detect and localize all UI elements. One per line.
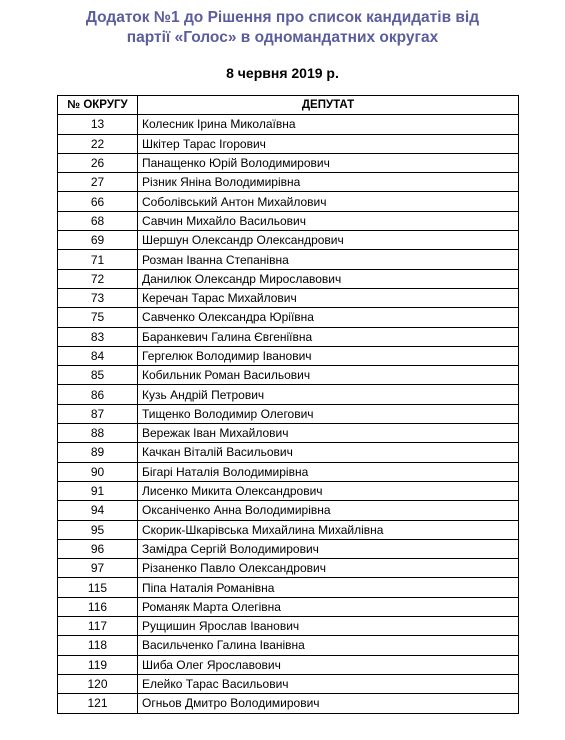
deputy-name-cell: Шкітер Тарас Ігорович xyxy=(138,134,519,153)
deputy-name-cell: Піпа Наталія Романівна xyxy=(138,578,519,597)
district-number-cell: 118 xyxy=(58,636,138,655)
table-row xyxy=(58,597,519,616)
deputy-name-cell: Кузь Андрій Петрович xyxy=(138,385,519,404)
deputy-name-cell: Кобильник Роман Васильович xyxy=(138,366,519,385)
district-number-cell: 84 xyxy=(58,346,138,365)
deputy-name-cell: Бігарі Наталія Володимирівна xyxy=(138,462,519,481)
table-row xyxy=(58,346,519,365)
district-number-cell: 68 xyxy=(58,211,138,230)
district-number-cell: 85 xyxy=(58,366,138,385)
table-row xyxy=(58,694,519,713)
deputy-name-cell: Качкан Віталій Васильович xyxy=(138,443,519,462)
district-number-cell: 120 xyxy=(58,674,138,693)
district-number-cell: 13 xyxy=(58,115,138,134)
deputy-name-cell: Елейко Тарас Васильович xyxy=(138,674,519,693)
deputy-name-cell: Розман Іванна Степанівна xyxy=(138,250,519,269)
table-row xyxy=(58,211,519,230)
deputy-name-cell: Шиба Олег Ярославович xyxy=(138,655,519,674)
deputy-name-cell: Савченко Олександра Юріївна xyxy=(138,308,519,327)
table-body xyxy=(58,115,519,713)
district-number-cell: 94 xyxy=(58,501,138,520)
table-row xyxy=(58,636,519,655)
table-row xyxy=(58,173,519,192)
table-row xyxy=(58,327,519,346)
district-number-cell: 97 xyxy=(58,559,138,578)
district-number-cell: 26 xyxy=(58,153,138,172)
district-number-cell: 91 xyxy=(58,481,138,500)
district-number-cell: 75 xyxy=(58,308,138,327)
deputy-name-cell: Скорик-Шкарівська Михайлина Михайлівна xyxy=(138,520,519,539)
deputy-name-cell: Керечан Тарас Михайлович xyxy=(138,288,519,307)
table-row xyxy=(58,231,519,250)
district-number-cell: 72 xyxy=(58,269,138,288)
column-header-deputy: ДЕПУТАТ xyxy=(138,96,519,115)
table-row xyxy=(58,424,519,443)
deputy-name-cell: Гергелюк Володимир Іванович xyxy=(138,346,519,365)
district-number-cell: 86 xyxy=(58,385,138,404)
table-row xyxy=(58,481,519,500)
table-row xyxy=(58,559,519,578)
deputy-name-cell: Огньов Дмитро Володимирович xyxy=(138,694,519,713)
district-number-cell: 95 xyxy=(58,520,138,539)
deputy-name-cell: Васильченко Галина Іванівна xyxy=(138,636,519,655)
title-line-1: Додаток №1 до Рішення про список кандидатів від xyxy=(85,9,480,26)
table-row xyxy=(58,443,519,462)
district-number-cell: 88 xyxy=(58,424,138,443)
table-row xyxy=(58,308,519,327)
deputy-name-cell: Вережак Іван Михайлович xyxy=(138,424,519,443)
district-number-cell: 66 xyxy=(58,192,138,211)
table-row xyxy=(58,674,519,693)
table-row xyxy=(58,462,519,481)
table-row xyxy=(58,501,519,520)
table-row xyxy=(58,617,519,636)
table-row xyxy=(58,366,519,385)
district-number-cell: 83 xyxy=(58,327,138,346)
district-number-cell: 90 xyxy=(58,462,138,481)
table-row xyxy=(58,250,519,269)
district-number-cell: 89 xyxy=(58,443,138,462)
district-number-cell: 71 xyxy=(58,250,138,269)
district-number-cell: 116 xyxy=(58,597,138,616)
table-row xyxy=(58,134,519,153)
deputy-name-cell: Різник Яніна Володимирівна xyxy=(138,173,519,192)
deputy-name-cell: Замідра Сергій Володимирович xyxy=(138,539,519,558)
district-number-cell: 96 xyxy=(58,539,138,558)
title-line-2: партії «Голос» в одномандатних округах xyxy=(126,29,439,46)
district-number-cell: 22 xyxy=(58,134,138,153)
deputy-name-cell: Данилюк Олександр Мирославович xyxy=(138,269,519,288)
column-header-district: № ОКРУГУ xyxy=(58,96,138,115)
district-number-cell: 121 xyxy=(58,694,138,713)
deputy-name-cell: Соболівський Антон Михайлович xyxy=(138,192,519,211)
deputy-name-cell: Різаненко Павло Олександрович xyxy=(138,559,519,578)
district-number-cell: 87 xyxy=(58,404,138,423)
deputy-name-cell: Романяк Марта Олегівна xyxy=(138,597,519,616)
table-row xyxy=(58,385,519,404)
district-number-cell: 69 xyxy=(58,231,138,250)
table-row xyxy=(58,192,519,211)
district-number-cell: 27 xyxy=(58,173,138,192)
document-date: 8 червня 2019 р. xyxy=(226,65,339,81)
table-row xyxy=(58,520,519,539)
table-row xyxy=(58,404,519,423)
deputy-name-cell: Рущишин Ярослав Іванович xyxy=(138,617,519,636)
table-row xyxy=(58,269,519,288)
deputy-name-cell: Савчин Михайло Васильович xyxy=(138,211,519,230)
table-row xyxy=(58,153,519,172)
candidates-table xyxy=(57,95,519,714)
document-title xyxy=(40,8,525,48)
table-row xyxy=(58,539,519,558)
deputy-name-cell: Оксаніченко Анна Володимирівна xyxy=(138,501,519,520)
table-row xyxy=(58,115,519,134)
table-header-row xyxy=(58,96,519,115)
deputy-name-cell: Панащенко Юрій Володимирович xyxy=(138,153,519,172)
district-number-cell: 117 xyxy=(58,617,138,636)
deputy-name-cell: Колесник Ірина Миколаївна xyxy=(138,115,519,134)
deputy-name-cell: Шершун Олександр Олександрович xyxy=(138,231,519,250)
district-number-cell: 119 xyxy=(58,655,138,674)
district-number-cell: 73 xyxy=(58,288,138,307)
deputy-name-cell: Тищенко Володимир Олегович xyxy=(138,404,519,423)
deputy-name-cell: Баранкевич Галина Євгеніївна xyxy=(138,327,519,346)
table-row xyxy=(58,655,519,674)
table-row xyxy=(58,288,519,307)
deputy-name-cell: Лисенко Микита Олександрович xyxy=(138,481,519,500)
table-row xyxy=(58,578,519,597)
district-number-cell: 115 xyxy=(58,578,138,597)
